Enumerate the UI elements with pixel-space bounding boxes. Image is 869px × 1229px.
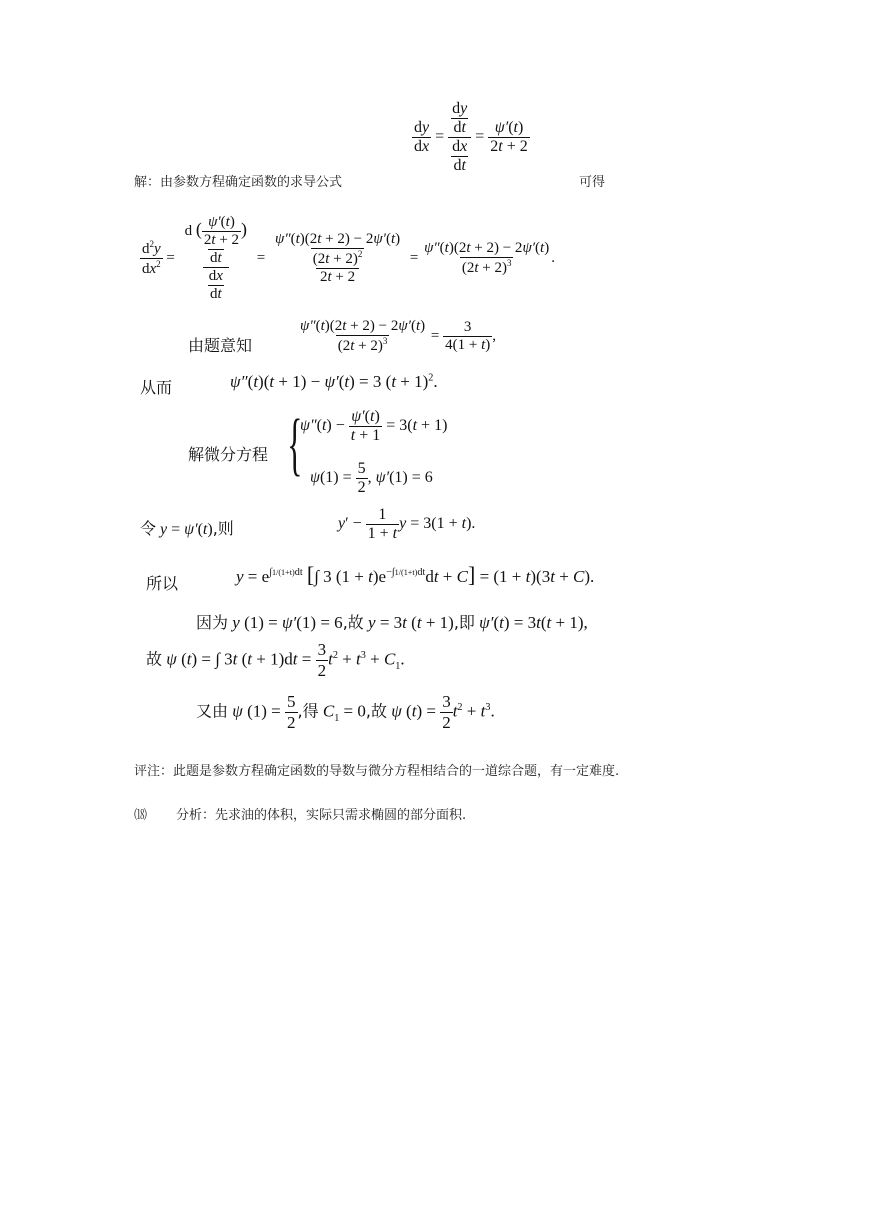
- ling-label: 令: [140, 519, 157, 538]
- jiefang-label: 解微分方程: [188, 445, 269, 464]
- youyou-label: 又由: [196, 701, 229, 721]
- yinwei-label: 因为: [196, 613, 229, 632]
- equation-ode: ψ″(t)(t + 1) − ψ′(t) = 3 $(t + 1)^2$.: [230, 372, 438, 391]
- equation-condition: $\frac{\psi''(t)(2t + 2) - 2\psi'(t)}{(2t + 2)^3}$ = $\frac{3}{4(1 + t)}$ ,: [300, 318, 496, 354]
- note-text: 评注：此题是参数方程确定函数的导数与微分方程相结合的一道综合题，有一定难度.: [134, 764, 620, 779]
- de-label: ,得: [297, 701, 319, 721]
- gu2-label: 故: [146, 649, 163, 669]
- equation-because: 因为 y (1) = ψ′(1) = 6,故 y = 3t (t + 1),即 ψ′(t) = 3t(t + 1),: [196, 613, 588, 632]
- equation-final: 又由 ψ (1) = $\frac{5}{2}$ ,得 $C_1 = 0$,故 ψ (t) = $\frac{3}{2}$ $t^2 + t^3$.: [196, 692, 495, 732]
- item-number: ⒅: [134, 808, 148, 823]
- equation-general-solution: $y = e^{\int 1/(1+t)dt}$ [∫ 3 $(1 + t)e^{-\int 1/(1+t)dt}dt + C] = (1 + t)(3t + C)$.: [236, 562, 595, 587]
- equation-dydx: $\frac{dy}{dx}$ = $\frac{\frac{dy}{dt}}{\frac{dx}{dt}}$ = $\frac{\psi'(t)}{2t + 2}$: [414, 100, 528, 174]
- congr-label: 从而: [140, 378, 173, 397]
- equation-linear-ode: y′ − $\frac{1}{1 + t}$ y = 3(1 + t).: [338, 506, 476, 542]
- brace-system: {: [287, 406, 303, 483]
- analysis-text: 分析：先求油的体积，实际只需求椭圆的部分面积.: [176, 808, 467, 823]
- equation-second-derivative: $\frac{d^2y}{dx^2}$ = d ( $\frac{\psi'(t)}{2t + 2}$ ) dt $\frac{dx}{dt}$ = $\frac{\frac{\psi''(t)(2t + 2) - 2\psi'(t)}{(2t + 2)^2}}{2t + 2}$ = $\frac{\psi''(t)(2t + 2) - 2\psi'(t)}{(2t + 2)^3}$ .: [142, 214, 555, 302]
- equation-integral: 故 ψ (t) = ∫ 3t (t + 1)dt = $\frac{3}{2}$ $t^2 + t^3 + C_1$.: [146, 640, 405, 680]
- ze-label: ,则: [212, 519, 234, 538]
- equation-system-2: ψ(1) = $\frac{5}{2}$ , ψ′(1) = 6: [310, 460, 433, 496]
- gu3-label: ,故: [365, 701, 387, 721]
- youtiyi-label: 由题意知: [188, 336, 253, 355]
- equation-system-1: ψ″(t) − $\frac{\psi'(t)}{t + 1}$ = 3(t + 1): [300, 408, 448, 444]
- intro-text: 解：由参数方程确定函数的求导公式: [134, 175, 343, 190]
- suoyi-label: 所以: [146, 574, 179, 593]
- ji-label: ,即: [453, 613, 475, 632]
- gu-label: ,故: [342, 613, 364, 632]
- equation-substitution: 令 y = ψ′(t),则: [140, 519, 234, 538]
- kede-text: 可得: [579, 175, 606, 190]
